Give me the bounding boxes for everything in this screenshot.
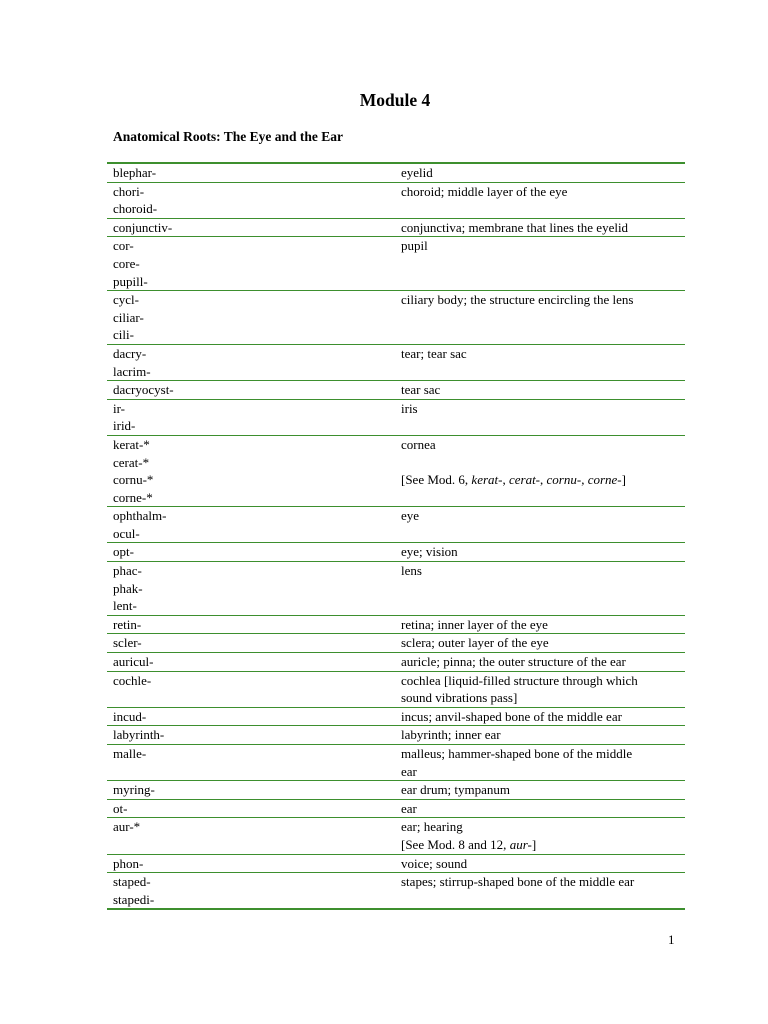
root-term: cerat-* <box>113 454 150 470</box>
root-cell <box>113 164 401 182</box>
meaning-cell <box>401 400 679 435</box>
table-row <box>107 652 685 671</box>
root-term: aur-* <box>113 819 141 835</box>
meaning-cell <box>401 726 679 744</box>
table-row <box>107 561 685 615</box>
meaning-text: sclera; outer layer of the eye <box>401 635 549 651</box>
root-term: phak- <box>113 580 143 596</box>
cross-reference-root: corne- <box>587 472 622 488</box>
root-term: blephar- <box>113 165 157 180</box>
root-term: lent- <box>113 598 137 614</box>
meaning-cell <box>401 381 679 399</box>
root-cell <box>113 345 401 380</box>
meaning-text: malleus; hammer-shaped bone of the middle <box>401 746 633 761</box>
root-cell <box>113 291 401 344</box>
root-term: cornu-* <box>113 472 154 488</box>
root-cell <box>113 726 401 744</box>
root-cell <box>113 381 401 399</box>
root-term: pupill- <box>113 273 148 289</box>
meaning-cell <box>401 237 679 290</box>
table-row <box>107 780 685 799</box>
root-cell <box>113 183 401 218</box>
meaning-text: cornea <box>401 436 436 452</box>
meaning-cell <box>401 708 679 726</box>
meaning-cell <box>401 616 679 634</box>
meaning-text: tear sac <box>401 382 441 398</box>
root-cell <box>113 219 401 237</box>
table-row <box>107 236 685 290</box>
meaning-cell <box>401 183 679 218</box>
table-row <box>107 435 685 506</box>
cross-reference-root: aur- <box>509 836 532 852</box>
meaning-cell <box>401 873 679 908</box>
root-term: core- <box>113 255 140 271</box>
cross-reference-root: cornu- <box>546 472 582 488</box>
table-row <box>107 854 685 873</box>
root-cell <box>113 653 401 671</box>
root-term: ophthalm- <box>113 508 167 524</box>
root-cell <box>113 745 401 780</box>
meaning-cell <box>401 562 679 615</box>
meaning-cell <box>401 818 679 853</box>
root-cell <box>113 781 401 799</box>
root-cell <box>113 818 401 853</box>
meaning-cell <box>401 745 679 780</box>
root-cell <box>113 436 401 506</box>
meaning-text: auricle; pinna; the outer structure of the ear <box>401 654 626 670</box>
meaning-text: ear <box>401 800 417 816</box>
meaning-cell <box>401 507 679 542</box>
meaning-text: voice; sound <box>401 855 468 871</box>
meaning-cell <box>401 543 679 561</box>
meaning-text: iris <box>401 400 418 416</box>
meaning-text <box>401 454 679 472</box>
table-row <box>107 218 685 237</box>
table-row <box>107 817 685 853</box>
root-term: stapedi- <box>113 891 155 907</box>
root-term: dacry- <box>113 345 147 361</box>
root-term: chori- <box>113 183 145 199</box>
meaning-cell <box>401 634 679 652</box>
meaning-text: eye; vision <box>401 544 458 560</box>
meaning-cell <box>401 164 679 182</box>
cross-reference-note: [See Mod. 6, kerat-, cerat-, cornu-, corne-] <box>401 472 626 488</box>
table-row <box>107 290 685 344</box>
cross-reference-note: [See Mod. 8 and 12, aur-] <box>401 836 537 852</box>
section-subtitle: Anatomical Roots: The Eye and the Ear <box>113 129 344 144</box>
table-row <box>107 744 685 780</box>
meaning-text: ciliary body; the structure encircling the lens <box>401 292 634 308</box>
root-term: incud- <box>113 708 147 724</box>
root-cell <box>113 855 401 873</box>
meaning-text: eye <box>401 508 420 524</box>
root-term: ciliar- <box>113 309 144 325</box>
table-row <box>107 615 685 634</box>
root-term: conjunctiv- <box>113 219 173 235</box>
table-row <box>107 164 685 182</box>
root-cell <box>113 400 401 435</box>
root-cell <box>113 672 401 707</box>
table-row <box>107 872 685 908</box>
root-term: kerat-* <box>113 436 150 452</box>
root-term: staped- <box>113 874 151 890</box>
cross-reference-root: cerat- <box>508 472 541 488</box>
root-term: cycl- <box>113 292 139 308</box>
root-term: cochle- <box>113 672 152 688</box>
meaning-text: ear drum; tympanum <box>401 782 511 798</box>
root-cell <box>113 543 401 561</box>
root-cell <box>113 800 401 818</box>
meaning-text: ear; hearing <box>401 819 463 835</box>
meaning-text: lens <box>401 563 422 579</box>
root-term: opt- <box>113 544 134 560</box>
root-term: ir- <box>113 400 126 416</box>
root-cell <box>113 708 401 726</box>
root-term: phon- <box>113 855 144 871</box>
meaning-text: eyelid <box>401 165 433 180</box>
meaning-cell <box>401 855 679 873</box>
meaning-text: conjunctiva; membrane that lines the eyelid <box>401 219 629 235</box>
meaning-text: cochlea [liquid-filled structure through which <box>401 672 638 688</box>
root-cell <box>113 507 401 542</box>
meaning-cell <box>401 219 679 237</box>
table-row <box>107 542 685 561</box>
meaning-text: incus; anvil-shaped bone of the middle ear <box>401 708 622 724</box>
meaning-text: sound vibrations pass] <box>401 690 518 706</box>
page-number: 1 <box>668 932 675 947</box>
meaning-text: pupil <box>401 238 428 254</box>
root-term: scler- <box>113 635 142 651</box>
root-term: irid- <box>113 418 136 434</box>
root-cell <box>113 237 401 290</box>
meaning-cell <box>401 291 679 344</box>
table-row <box>107 399 685 435</box>
table-row <box>107 725 685 744</box>
root-term: myring- <box>113 782 155 798</box>
root-term: cor- <box>113 238 134 254</box>
root-term: auricul- <box>113 654 154 670</box>
meaning-cell <box>401 672 679 707</box>
root-cell <box>113 616 401 634</box>
table-row <box>107 182 685 218</box>
root-term: malle- <box>113 746 147 761</box>
meaning-cell <box>401 653 679 671</box>
table-row <box>107 506 685 542</box>
root-term: phac- <box>113 563 142 579</box>
root-term: lacrim- <box>113 363 151 379</box>
table-row <box>107 380 685 399</box>
table-row <box>107 799 685 818</box>
meaning-text: stapes; stirrup-shaped bone of the middle ear <box>401 874 635 890</box>
meaning-text: retina; inner layer of the eye <box>401 616 548 632</box>
meaning-text: labyrinth; inner ear <box>401 727 501 743</box>
meaning-text: tear; tear sac <box>401 345 467 361</box>
root-term: dacryocyst- <box>113 382 174 398</box>
meaning-cell <box>401 436 679 506</box>
page-title: Module 4 <box>359 90 431 110</box>
root-term: retin- <box>113 616 142 632</box>
root-term: labyrinth- <box>113 727 165 743</box>
table-row <box>107 671 685 707</box>
meaning-cell <box>401 345 679 380</box>
root-cell <box>113 634 401 652</box>
root-term: ocul- <box>113 525 140 541</box>
table-row <box>107 707 685 726</box>
meaning-text: ear <box>401 763 417 779</box>
table-row <box>107 633 685 652</box>
roots-table <box>107 162 685 910</box>
root-term: choroid- <box>113 201 158 217</box>
cross-reference-root: kerat- <box>471 472 503 488</box>
root-term: corne-* <box>113 489 153 505</box>
meaning-text: choroid; middle layer of the eye <box>401 183 568 199</box>
table-row <box>107 344 685 380</box>
root-term: cili- <box>113 327 134 343</box>
root-cell <box>113 562 401 615</box>
root-cell <box>113 873 401 908</box>
meaning-cell <box>401 800 679 818</box>
root-term: ot- <box>113 800 128 816</box>
meaning-cell <box>401 781 679 799</box>
